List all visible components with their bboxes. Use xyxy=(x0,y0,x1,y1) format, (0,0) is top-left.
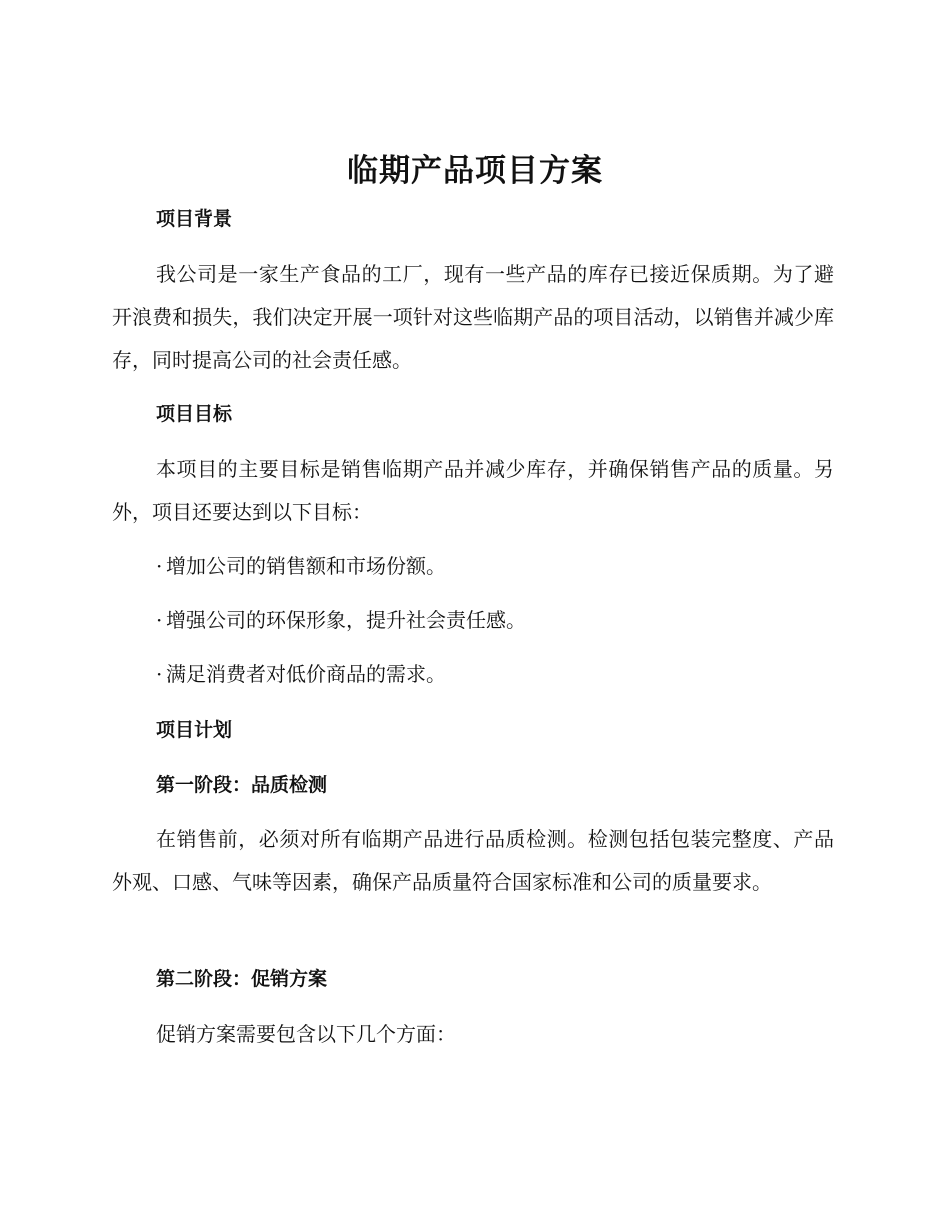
goal-bullet-text: 满足消费者对低价商品的需求。 xyxy=(166,662,446,686)
paragraph-phase2: 促销方案需要包含以下几个方面： xyxy=(156,1022,456,1046)
bullet-dot-icon: · xyxy=(156,608,163,632)
bullet-dot-icon: · xyxy=(156,554,163,578)
goal-bullet-item xyxy=(156,659,446,689)
goal-bullet-item xyxy=(156,551,446,581)
heading-phase1: 第一阶段：品质检测 xyxy=(156,774,328,796)
paragraph-background: 我公司是一家生产食品的工厂，现有一些产品的库存已接近保质期。为了避开浪费和损失，我们决定开展一项针对这些临期产品的项目活动，以销售并减少库存，同时提高公司的社会责任感。 xyxy=(112,262,834,372)
goal-bullet-text: 增强公司的环保形象，提升社会责任感。 xyxy=(166,608,526,632)
goal-bullet-item xyxy=(156,605,526,635)
bullet-dot-icon: · xyxy=(156,662,163,686)
goal-bullet-text: 增加公司的销售额和市场份额。 xyxy=(166,554,446,578)
paragraph-phase1: 在销售前，必须对所有临期产品进行品质检测。检测包括包装完整度、产品外观、口感、气味等因素，确保产品质量符合国家标准和公司的质量要求。 xyxy=(112,827,834,894)
document-title: 临期产品项目方案 xyxy=(347,153,603,189)
heading-goal: 项目目标 xyxy=(156,403,233,425)
paragraph-goal: 本项目的主要目标是销售临期产品并减少库存，并确保销售产品的质量。另外，项目还要达到以下目标： xyxy=(112,457,834,524)
heading-phase2: 第二阶段：促销方案 xyxy=(156,968,328,990)
heading-background: 项目背景 xyxy=(156,208,233,230)
heading-plan: 项目计划 xyxy=(156,719,233,741)
